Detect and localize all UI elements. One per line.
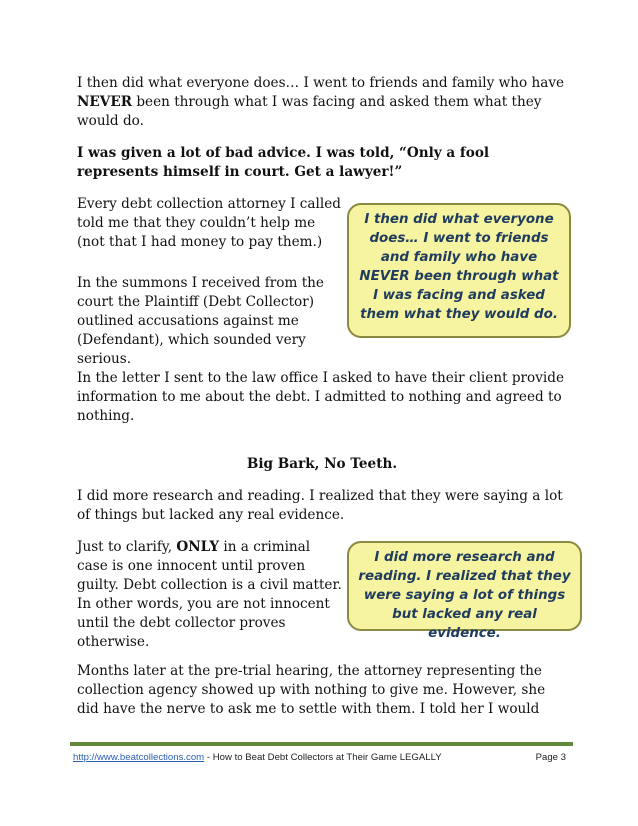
paragraph-friends-family [77, 74, 567, 131]
page-footer [73, 752, 570, 763]
paragraph-bad-advice: I was given a lot of bad advice. I was told, “Only a fool represents himself in court. Get a lawyer!” [77, 145, 490, 180]
paragraph-text: in a criminal case is one innocent until proven guilty. Debt collection is a civil matter. In other words, you are not innocent until the debt collector proves otherwise. [77, 539, 342, 650]
pull-quote-text: I then did what everyone does… I went to friends and family who have NEVER been through what I was facing and asked them what they would do. [359, 212, 559, 322]
section-heading: Big Bark, No Teeth. [246, 456, 398, 472]
paragraph-text: Just to clarify, [77, 539, 177, 555]
paragraph-text: been through what I was facing and asked them what they would do. [77, 94, 542, 129]
emphasis-only: ONLY [176, 539, 220, 555]
pull-quote-text: I did more research and reading. I realized that they were saying a lot of things but lacked any real evidence. [358, 550, 571, 641]
paragraph-summons: In the summons I received from the court the Plaintiff (Debt Collector) outlined accusations against me (Defendant), which sounded very serious. [77, 275, 324, 367]
paragraph-text: I then did what everyone does… I went to friends and family who have [77, 75, 565, 91]
paragraph-letter: In the letter I sent to the law office I asked to have their client provide information to me about the debt. I admitted to nothing and agreed to nothing. [77, 370, 565, 424]
footer-website-link[interactable]: http://www.beatcollections.com [73, 752, 205, 763]
paragraph-clarify [77, 538, 345, 652]
footer-title: - How to Beat Debt Collectors at Their Game LEGALLY [204, 752, 442, 763]
paragraph-research: I did more research and reading. I realized that they were saying a lot of things but lacked any real evidence. [77, 488, 563, 523]
paragraph-attorney-calls: Every debt collection attorney I called told me that they couldn’t help me (not that I had money to pay them.) [77, 196, 341, 250]
footer-divider [70, 742, 573, 746]
paragraph-pretrial: Months later at the pre-trial hearing, the attorney representing the collection agency showed up with nothing to give me. However, she did have the nerve to ask me to settle with them. I told her I would [77, 663, 546, 717]
emphasis-never: NEVER [77, 94, 132, 110]
pull-quote-callout-research [347, 541, 582, 641]
page-number: Page 3 [535, 752, 566, 763]
pull-quote-callout [347, 203, 571, 338]
